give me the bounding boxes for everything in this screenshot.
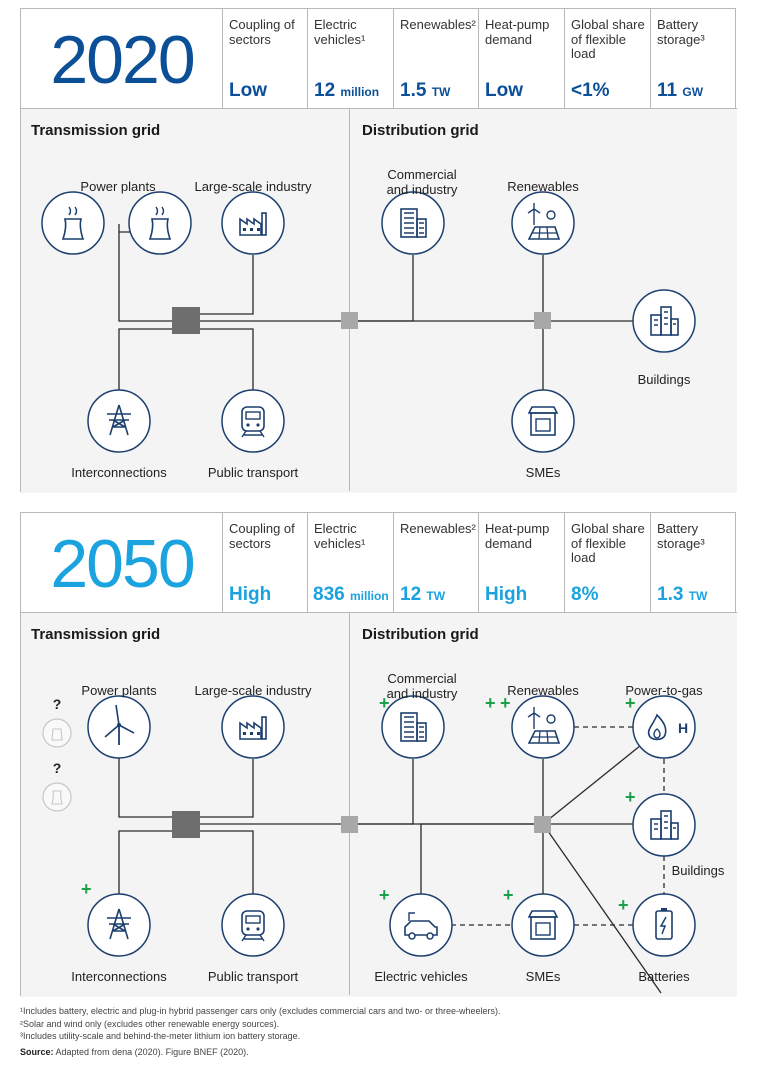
label-buildings: Buildings xyxy=(671,863,725,878)
label-interconnections: Interconnections xyxy=(71,969,167,984)
stat-value: High xyxy=(485,584,528,605)
stat-value: 1.5 TW xyxy=(400,80,451,101)
node-buildings xyxy=(633,794,695,856)
node-retired-coal xyxy=(43,719,71,747)
question-mark-2: ? xyxy=(52,760,62,776)
stat-label: Electric vehicles¹ xyxy=(314,17,366,47)
distribution-title: Distribution grid xyxy=(362,626,479,643)
year-box xyxy=(21,9,223,109)
node-large-industry xyxy=(222,696,284,758)
stat-ev xyxy=(308,9,394,109)
plus-interconnections: + xyxy=(81,879,92,899)
stat-label: Coupling of sectors xyxy=(229,17,295,47)
node-power-plant-2 xyxy=(129,192,191,254)
node-large-industry xyxy=(222,192,284,254)
label-commercial: Commercial and industry xyxy=(386,167,458,197)
stat-label: Renewables² xyxy=(400,17,476,32)
plus-batteries: + xyxy=(618,895,629,915)
stat-label: Battery storage³ xyxy=(657,17,705,47)
node-batteries xyxy=(633,894,695,956)
label-interconnections: Interconnections xyxy=(71,465,167,480)
label-power-plants: Power plants xyxy=(81,683,157,698)
stat-value: Low xyxy=(229,80,267,101)
question-mark-1: ? xyxy=(52,696,62,712)
source-label: Source: xyxy=(20,1047,54,1057)
junction-main xyxy=(172,811,200,838)
stat-heat-pump xyxy=(479,9,565,109)
stat-value: 836 million xyxy=(313,584,389,605)
stat-label: Battery storage³ xyxy=(657,521,705,551)
label-power-plants: Power plants xyxy=(80,179,156,194)
label-batteries: Batteries xyxy=(638,969,690,984)
stat-value: 11 GW xyxy=(657,80,704,101)
junction-distribution xyxy=(534,312,551,329)
label-smes: SMEs xyxy=(525,969,561,984)
footnote-2: ²Solar and wind only (excludes other renewable energy sources). xyxy=(20,1019,280,1029)
plus-commercial: + xyxy=(379,693,390,713)
grid-diagram-2020 xyxy=(21,109,737,491)
source-text: Adapted from dena (2020). Figure BNEF (2020). xyxy=(55,1047,249,1057)
node-renewables xyxy=(512,192,574,254)
node-commercial xyxy=(382,192,444,254)
grid-lines xyxy=(119,729,661,993)
stat-label: Heat-pump demand xyxy=(485,17,550,47)
stat-flexible-load xyxy=(565,9,651,109)
dashed-links xyxy=(451,727,664,925)
year-label: 2050 xyxy=(50,526,194,602)
stat-value: 12 TW xyxy=(400,584,446,605)
node-power-plant-1 xyxy=(42,192,104,254)
node-retired-nuclear xyxy=(43,783,71,811)
footnote-3: ³Includes utility-scale and behind-the-meter lithium ion battery storage. xyxy=(20,1031,301,1041)
stat-label: Coupling of sectors xyxy=(229,521,295,551)
label-power-to-gas: Power-to-gas xyxy=(625,683,703,698)
label-public-transport: Public transport xyxy=(207,969,299,984)
label-renewables: Renewables xyxy=(507,179,579,194)
footnote-1: ¹Includes battery, electric and plug-in hybrid passenger cars only (excludes commercial cars and two- or three-wheelers). xyxy=(20,1006,501,1016)
label-smes: SMEs xyxy=(525,465,561,480)
label-large-industry: Large-scale industry xyxy=(194,683,312,698)
junction-main xyxy=(172,307,200,334)
node-power-plants xyxy=(88,696,150,758)
plus-buildings: + xyxy=(625,787,636,807)
label-large-industry: Large-scale industry xyxy=(194,179,312,194)
stat-renewables xyxy=(394,513,479,613)
node-smes xyxy=(512,894,574,956)
source-line xyxy=(20,1047,249,1057)
stat-battery xyxy=(651,513,737,613)
node-public-transport xyxy=(222,390,284,452)
junction-distribution xyxy=(534,816,551,833)
junction-divider xyxy=(341,816,358,833)
distribution-title: Distribution grid xyxy=(362,122,479,139)
stat-value: 12 million xyxy=(314,80,380,101)
node-renewables xyxy=(512,696,574,758)
stat-value: Low xyxy=(485,80,523,101)
transmission-title: Transmission grid xyxy=(31,122,161,139)
year-box xyxy=(21,513,223,613)
hydrogen-symbol: H xyxy=(678,720,689,736)
stat-heat-pump xyxy=(479,513,565,613)
node-power-to-gas xyxy=(633,696,695,758)
grid-lines xyxy=(119,224,661,391)
node-interconnections xyxy=(88,894,150,956)
label-buildings: Buildings xyxy=(637,372,691,387)
node-public-transport xyxy=(222,894,284,956)
label-commercial: Commercial and industry xyxy=(386,671,458,701)
stat-coupling xyxy=(223,513,308,613)
panel-2020 xyxy=(20,8,736,492)
stat-battery xyxy=(651,9,737,109)
stat-renewables xyxy=(394,9,479,109)
stat-ev xyxy=(308,513,394,613)
label-electric-vehicles: Electric vehicles xyxy=(374,969,468,984)
junction-divider xyxy=(341,312,358,329)
plus-power-to-gas: + xyxy=(625,693,636,713)
stat-value: 1.3 TW xyxy=(657,584,708,605)
stat-flexible-load xyxy=(565,513,651,613)
plus-renewables-1: + xyxy=(485,693,496,713)
plus-smes: + xyxy=(503,885,514,905)
stat-label: Renewables² xyxy=(400,521,476,536)
label-renewables: Renewables xyxy=(507,683,579,698)
node-interconnections xyxy=(88,390,150,452)
year-label: 2020 xyxy=(50,22,194,98)
node-electric-vehicles xyxy=(390,894,452,956)
label-public-transport: Public transport xyxy=(207,465,299,480)
node-commercial xyxy=(382,696,444,758)
node-smes xyxy=(512,390,574,452)
stat-value: <1% xyxy=(571,80,610,101)
stat-value: High xyxy=(229,584,272,605)
plus-renewables-2: + xyxy=(500,693,511,713)
stat-label: Global share of flexible load xyxy=(571,17,645,61)
stat-label: Global share of flexible load xyxy=(571,521,645,565)
plus-electric-vehicles: + xyxy=(379,885,390,905)
stat-label: Heat-pump demand xyxy=(485,521,550,551)
stat-value: 8% xyxy=(571,584,599,605)
grid-diagram-2050 xyxy=(21,613,737,995)
stat-coupling xyxy=(223,9,308,109)
stat-label: Electric vehicles¹ xyxy=(314,521,366,551)
transmission-title: Transmission grid xyxy=(31,626,161,643)
node-buildings xyxy=(633,290,695,352)
panel-2050 xyxy=(20,512,736,996)
